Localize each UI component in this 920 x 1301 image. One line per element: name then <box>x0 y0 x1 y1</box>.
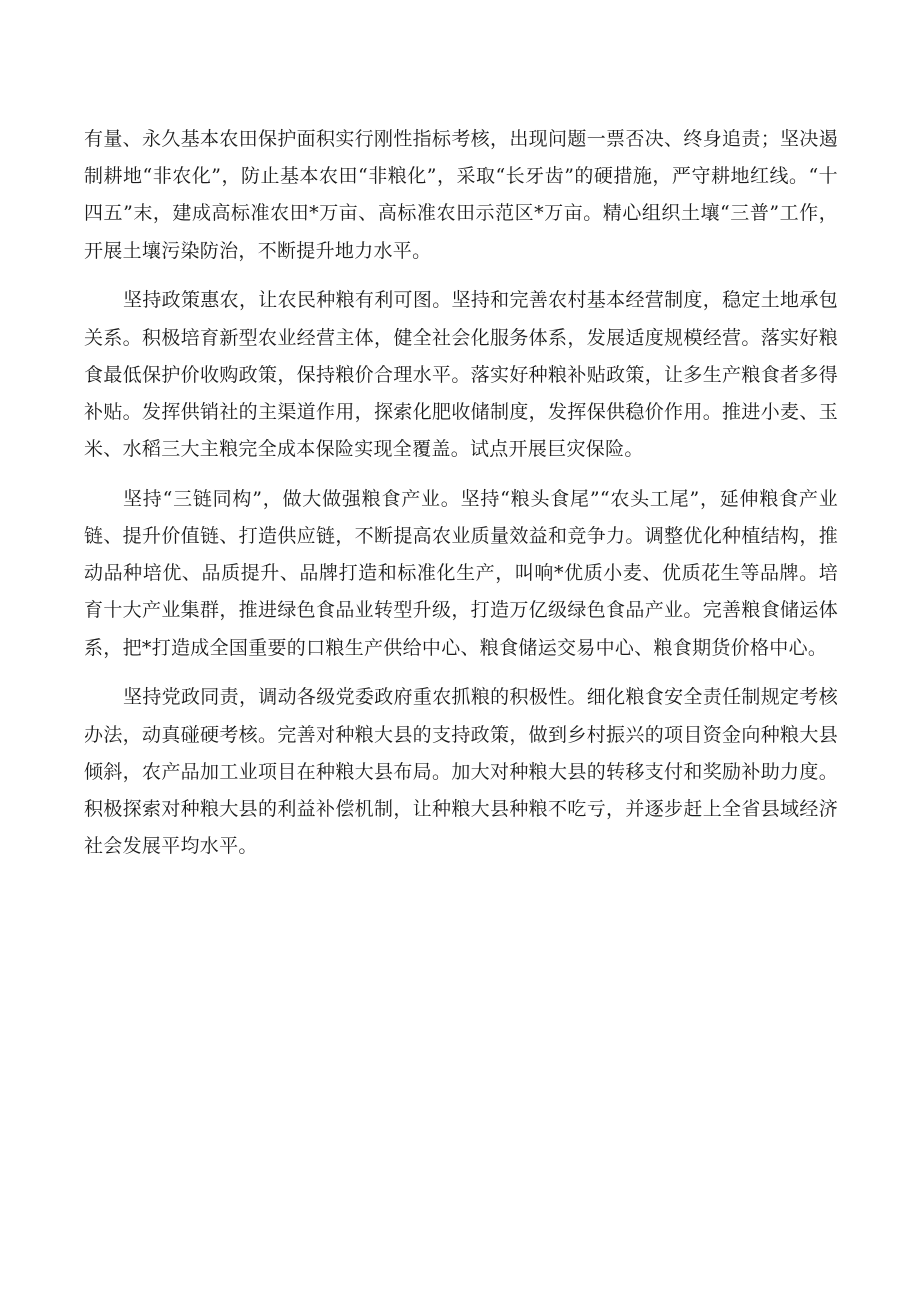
paragraph-policy-support: 坚持政策惠农，让农民种粮有利可图。坚持和完善农村基本经营制度，稳定土地承包关系。积极培育新型农业经营主体，健全社会化服务体系，发展适度规模经营。落实好粮食最低保护价收购政策，保持粮价合理水平。落实好种粮补贴政策，让多生产粮食者多得补贴。发挥供销社的主渠道作用，探索化肥收储制度，发挥保供稳价作用。推进小麦、玉米、水稻三大主粮完全成本保险实现全覆盖。试点开展巨灾保险。 <box>84 289 838 461</box>
document-body <box>84 121 838 878</box>
paragraph-industry-chain: 坚持“三链同构”，做大做强粮食产业。坚持“粮头食尾”“农头工尾”，延伸粮食产业链、提升价值链、打造供应链，不断提高农业质量效益和竞争力。调整优化种植结构，推动品种培优、品质提升、品牌打造和标准化生产，叫响*优质小麦、优质花生等品牌。培育十大产业集群，推进绿色食品业转型升级，打造万亿级绿色食品产业。完善粮食储运体系，把*打造成全国重要的口粮生产供给中心、粮食储运交易中心、粮食期货价格中心。 <box>84 487 838 659</box>
paragraph-party-responsibility: 坚持党政同责，调动各级党委政府重农抓粮的积极性。细化粮食安全责任制规定考核办法，动真碰硬考核。完善对种粮大县的支持政策，做到乡村振兴的项目资金向种粮大县倾斜，农产品加工业项目在种粮大县布局。加大对种粮大县的转移支付和奖励补助力度。积极探索对种粮大县的利益补偿机制，让种粮大县种粮不吃亏，并逐步赶上全省县域经济社会发展平均水平。 <box>84 686 838 858</box>
paragraph-continued: 有量、永久基本农田保护面积实行刚性指标考核，出现问题一票否决、终身追责；坚决遏制耕地“非农化”，防止基本农田“非粮化”，采取“长牙齿”的硬措施，严守耕地红线。“十四五”末，建成高标准农田*万亩、高标准农田示范区*万亩。精心组织土壤“三普”工作，开展土壤污染防治，不断提升地力水平。 <box>84 128 838 262</box>
